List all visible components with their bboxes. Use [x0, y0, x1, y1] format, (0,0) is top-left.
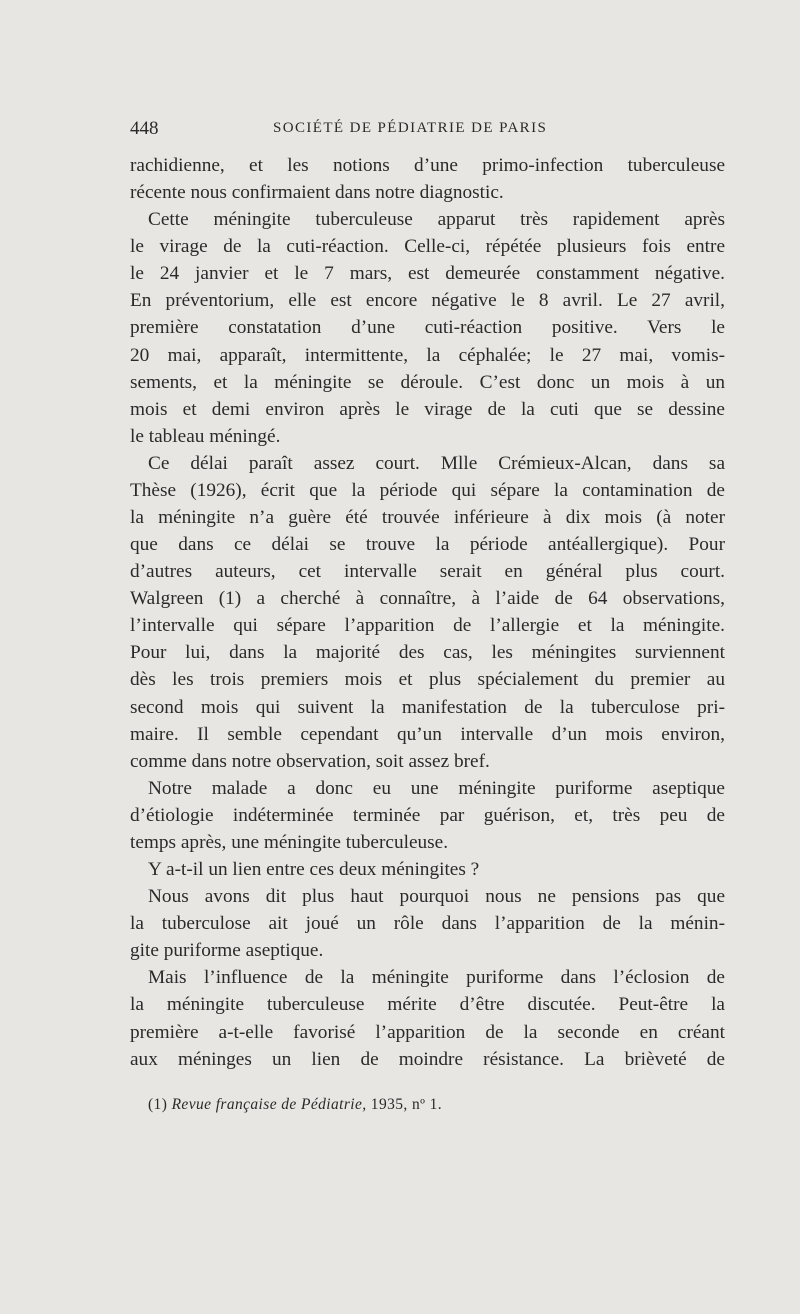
text-line: Thèse (1926), écrit que la période qui sépare la contamination de: [130, 479, 725, 501]
text-line: la tuberculose ait joué un rôle dans l’apparition de la ménin-: [130, 913, 725, 935]
footnote-marker: (1): [148, 1096, 168, 1113]
text-line: Cette méningite tuberculeuse apparut très rapidement après: [148, 209, 725, 231]
text-line: Nous avons dit plus haut pourquoi nous ne pensions pas que: [148, 886, 725, 908]
footnote: [148, 1096, 442, 1114]
footnote-citation: 1935, nº 1.: [370, 1096, 443, 1113]
text-line: Y a-t-il un lien entre ces deux méningites ?: [148, 859, 480, 881]
text-line: première a-t-elle favorisé l’apparition de la seconde en créant: [130, 1021, 725, 1043]
text-line: maire. Il semble cependant qu’un intervalle d’un mois environ,: [130, 723, 725, 745]
text-line: En préventorium, elle est encore négative le 8 avril. Le 27 avril,: [130, 290, 725, 312]
text-line: Mais l’influence de la méningite puriforme dans l’éclosion de: [148, 967, 725, 989]
text-line: aux méninges un lien de moindre résistance. La brièveté de: [130, 1048, 725, 1070]
text-line: la méningite tuberculeuse mérite d’être discutée. Peut-être la: [130, 994, 725, 1016]
text-line: le tableau méningé.: [130, 425, 281, 447]
text-line: la méningite n’a guère été trouvée inférieure à dix mois (à noter: [130, 507, 725, 529]
text-line: d’étiologie indéterminée terminée par guérison, et, très peu de: [130, 804, 725, 826]
text-line: d’autres auteurs, cet intervalle serait en général plus court.: [130, 561, 725, 583]
text-line: second mois qui suivent la manifestation de la tuberculose pri-: [130, 696, 725, 718]
text-line: Notre malade a donc eu une méningite puriforme aseptique: [148, 777, 725, 799]
text-line: gite puriforme aseptique.: [130, 940, 324, 962]
text-line: sements, et la méningite se déroule. C’est donc un mois à un: [130, 371, 725, 393]
text-line: récente nous confirmaient dans notre diagnostic.: [130, 182, 504, 204]
text-line: temps après, une méningite tuberculeuse.: [130, 831, 449, 853]
text-line: rachidienne, et les notions d’une primo-infection tuberculeuse: [130, 155, 725, 176]
text-line: dès les trois premiers mois et plus spécialement du premier au: [130, 669, 725, 691]
footnote-journal: Revue française de Pédiatrie,: [171, 1096, 367, 1113]
text-line: le 24 janvier et le 7 mars, est demeurée constamment négative.: [130, 263, 725, 285]
text-line: 20 mai, apparaît, intermittente, la céphalée; le 27 mai, vomis-: [130, 344, 725, 366]
body-text: [130, 152, 725, 1073]
text-line: le virage de la cuti-réaction. Celle-ci, répétée plusieurs fois entre: [130, 236, 725, 258]
text-line: l’intervalle qui sépare l’apparition de l’allergie et la méningite.: [130, 615, 725, 637]
text-line: comme dans notre observation, soit assez bref.: [130, 750, 490, 772]
text-line: Ce délai paraît assez court. Mlle Crémieux-Alcan, dans sa: [148, 452, 725, 474]
page-number: 448: [130, 118, 159, 139]
text-line: première constatation d’une cuti-réaction positive. Vers le: [130, 317, 725, 339]
running-head: SOCIÉTÉ DE PÉDIATRIE DE PARIS: [273, 120, 548, 136]
text-line: Pour lui, dans la majorité des cas, les méningites surviennent: [130, 642, 725, 664]
text-line: que dans ce délai se trouve la période antéallergique). Pour: [130, 534, 725, 556]
text-line: mois et demi environ après le virage de la cuti que se dessine: [130, 398, 725, 420]
page-header: [130, 118, 727, 142]
text-line: Walgreen (1) a cherché à connaître, à l’aide de 64 observations,: [130, 588, 725, 610]
